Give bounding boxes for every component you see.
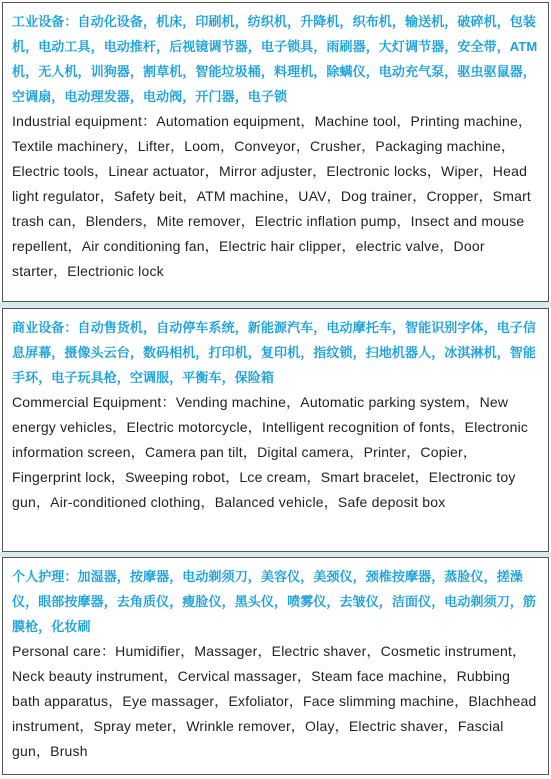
commercial-english-text: Commercial Equipment：Vending machine，Automatic parking system，New energy vehicles，Electric motorcycle，Intelligent recognition of fonts，Electronic information screen，Camera pan tilt，Digital camera，Printer，Copier，Fingerprint lock，Sweeping robot，Lce cream，Smart bracelet，Electronic toy gun，Air-conditioned clothing，Balanced vehicle，Safe deposit box <box>12 394 529 510</box>
commercial-chinese-text: 商业设备：自动售货机，自动停车系统，新能源汽车，电动摩托车，智能识别字体，电子信息屏幕，摄像头云台，数码相机，打印机，复印机，指纹锁，扫地机器人，冰淇淋机，智能手环，电子玩具枪，空调服，平衡车，保险箱 <box>12 320 537 385</box>
industrial-equipment-section <box>2 2 549 302</box>
personal-chinese-text: 个人护理：加湿器，按摩器，电动剃须刀，美容仪，美颈仪，颈椎按摩器，蒸脸仪，搓澡仪，眼部按摩器，去角质仪，瘦脸仪，黑头仪，喷雾仪，去皱仪，洁面仪，电动剃须刀，筋膜枪，化妆刷 <box>12 569 537 634</box>
personal-english-text: Personal care：Humidifier，Massager，Electric shaver，Cosmetic instrument，Neck beauty instrument，Cervical massager，Steam face machine，Rubbing bath apparatus，Eye massager，Exfoliator，Face slimming machine，Blachhead instrument，Spray meter，Wrinkle remover，Olay，Electric shaver，Fascial gun，Brush <box>12 643 537 759</box>
commercial-equipment-section <box>2 308 549 552</box>
industrial-english-text: Industrial equipment：Automation equipment，Machine tool，Printing machine，Textile machinery，Lifter，Loom，Conveyor，Crusher，Packaging machine，Electric tools，Linear actuator，Mirror adjuster，Electronic locks，Wiper，Head light regulator，Safety beit，ATM machine，UAV，Dog trainer，Cropper，Smart trash can，Blenders，Mite remover，Electric inflation pump，Insect and mouse repellent，Air conditioning fan，Electric hair clipper，electric valve，Door starter，Electrionic lock <box>12 113 533 279</box>
industrial-chinese-text: 工业设备：自动化设备，机床，印刷机，纺织机，升降机，织布机，输送机，破碎机，包装机，电动工具，电动推杆，后视镜调节器，电子锁具，雨刷器，大灯调节器，安全带，ATM机，无人机，训狗器，割草机，智能垃圾桶，料理机，除螨仪，电动充气泵，驱虫驱鼠器，空调扇，电动理发器，电动阀，开门器，电子锁 <box>12 14 538 104</box>
personal-care-section <box>2 557 549 775</box>
